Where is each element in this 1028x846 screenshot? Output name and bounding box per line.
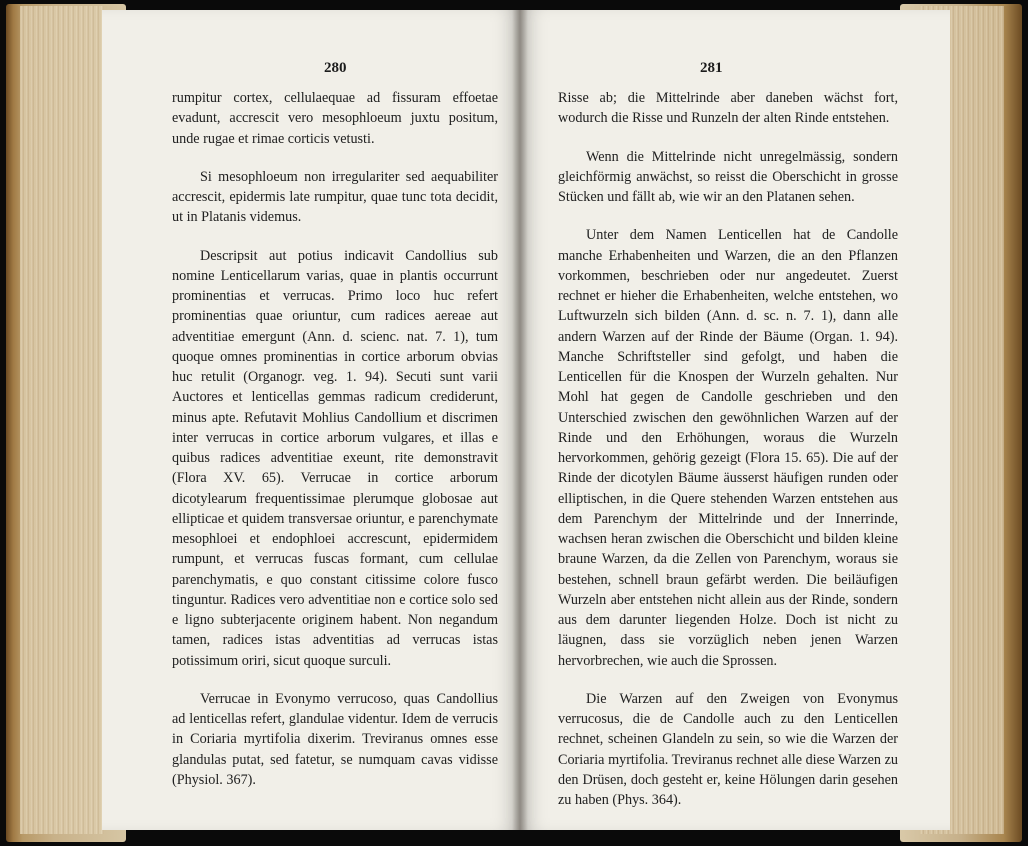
left-page <box>102 10 520 830</box>
left-paragraph: Verrucae in Evonymo verrucoso, quas Candollius ad lenticellas refert, glandulae videntur. Idem de verrucis in Coriaria myrtifolia dixerim. Treviranus omnes esse glandulas putat, sed fatetur, se numquam cavas vidisse (Physiol. 367). <box>172 690 498 788</box>
left-paragraph: rumpitur cortex, cellulaequae ad fissuram effoetae evadunt, accrescit vero mesophloeum juxtu positum, unde rugae et rimae corticis vetusti. <box>172 90 498 147</box>
right-paragraph: Risse ab; die Mittelrinde aber daneben wächst fort, wodurch die Risse und Runzeln der alten Rinde entstehen. <box>558 90 898 127</box>
left-page-text <box>172 88 498 808</box>
right-paragraph: Die Warzen auf den Zweigen von Evonymus verrucosus, die de Candolle auch zu den Lenticellen rechnet, scheinen Glandeln zu sein, so wie die Warzen der Coriaria myrtifolia. Treviranus rechnet alle diese Warzen zu den Drüsen, doch gesteht er, keine Hölungen darin gesehen zu haben (Phys. 364). <box>558 690 898 808</box>
left-paragraph: Descripsit aut potius indicavit Candollius sub nomine Lenticellarum varias, quae in plantis occurrunt prominentias et verrucas. Primo loco huc refert prominentias quae oriuntur, cum radices aereae aut adventitiae emergunt (Ann. d. scienc. nat. 7. 1), tum quoque omnes prominentias in cortice arborum obvias huc retulit (Organogr. veg. 1. 94). Secuti sunt varii Auctores et lenticellas gemmas radicum crediderunt, minus apte. Refutavit Mohlius Candollium et discrimen inter verrucas in cortice arborum vulgares, et illas e quibus radices adventitiae exeunt, rite demonstravit (Flora XV. 65). Verrucae in cortice arborum dicotylearum frequentissimae plerumque globosae aut ellipticae et quidem transversae oriuntur, e parenchymate mesophloei et endophloei accrescunt, epidermidem rumpunt, et verrucas fuscas formant, cum cellulae parenchymatis, e quo constant citissime colore fusco tinguntur. Radices vero adventitiae non e cortice solo sed e ligno subterjacente originem habent. Non negandum tamen, radices istas adventitias ad verrucas istas potissimum oriri, sicut quoque surculi. <box>172 247 498 669</box>
left-page-number: 280 <box>324 60 347 76</box>
right-paragraph: Unter dem Namen Lenticellen hat de Candolle manche Erhabenheiten und Warzen, die an den Pflanzen vorkommen, beschrieben oder nur angedeutet. Zuerst rechnet er hieher die Erhabenheiten, welche entstehen, wo Luftwurzeln sich bilden (Ann. d. sc. n. 7. 1), dann alle andern Warzen auf der Rinde der Bäume (Organ. 1. 94). Manche Schriftsteller sind gefolgt, und haben die Lenticellen für die Knospen der Wurzeln gehalten. Nur Mohl hat gegen de Candolle geschrieben und den Unterschied zwischen den gewöhnlichen Warzen auf der Rinde und den Erhöhungen, woraus die Wurzeln hervorkommen, gehörig gezeigt (Flora 15. 65). Die auf der Rinde der dicotylen Bäume äusserst häufigen runden oder elliptischen, in die Quere stehenden Warzen entstehen aus dem Parenchym der Mittelrinde und der Innerrinde, wachsen heran zwischen die Oberschicht und bilden kleine braune Warzen, da die Zellen von Parenchym, woraus sie bestehen, schnell braun gefärbt werden. Die beiläufigen Wurzeln aber entstehen nicht allein aus der Rinde, sondern aus dem darunter liegenden Holze. Doch ist nicht zu läugnen, dass sie vorzüglich neben jenen Warzen hervorbrechen, wie auch die Sprossen. <box>558 227 898 669</box>
left-paragraph: Si mesophloeum non irregulariter sed aequabiliter accrescit, epidermis late rumpitur, quae tunc tota decidit, ut in Platanis videmus. <box>172 168 498 226</box>
right-page-text <box>558 88 898 828</box>
right-page <box>520 10 950 830</box>
right-paragraph: Wenn die Mittelrinde nicht unregelmässig, sondern gleichförmig anwächst, so reisst die Oberschicht in grosse Stücken und fällt ab, wie wir an den Platanen sehen. <box>558 148 898 205</box>
page-edges-left <box>20 6 104 834</box>
book-gutter <box>512 10 528 830</box>
right-page-number: 281 <box>700 60 723 76</box>
